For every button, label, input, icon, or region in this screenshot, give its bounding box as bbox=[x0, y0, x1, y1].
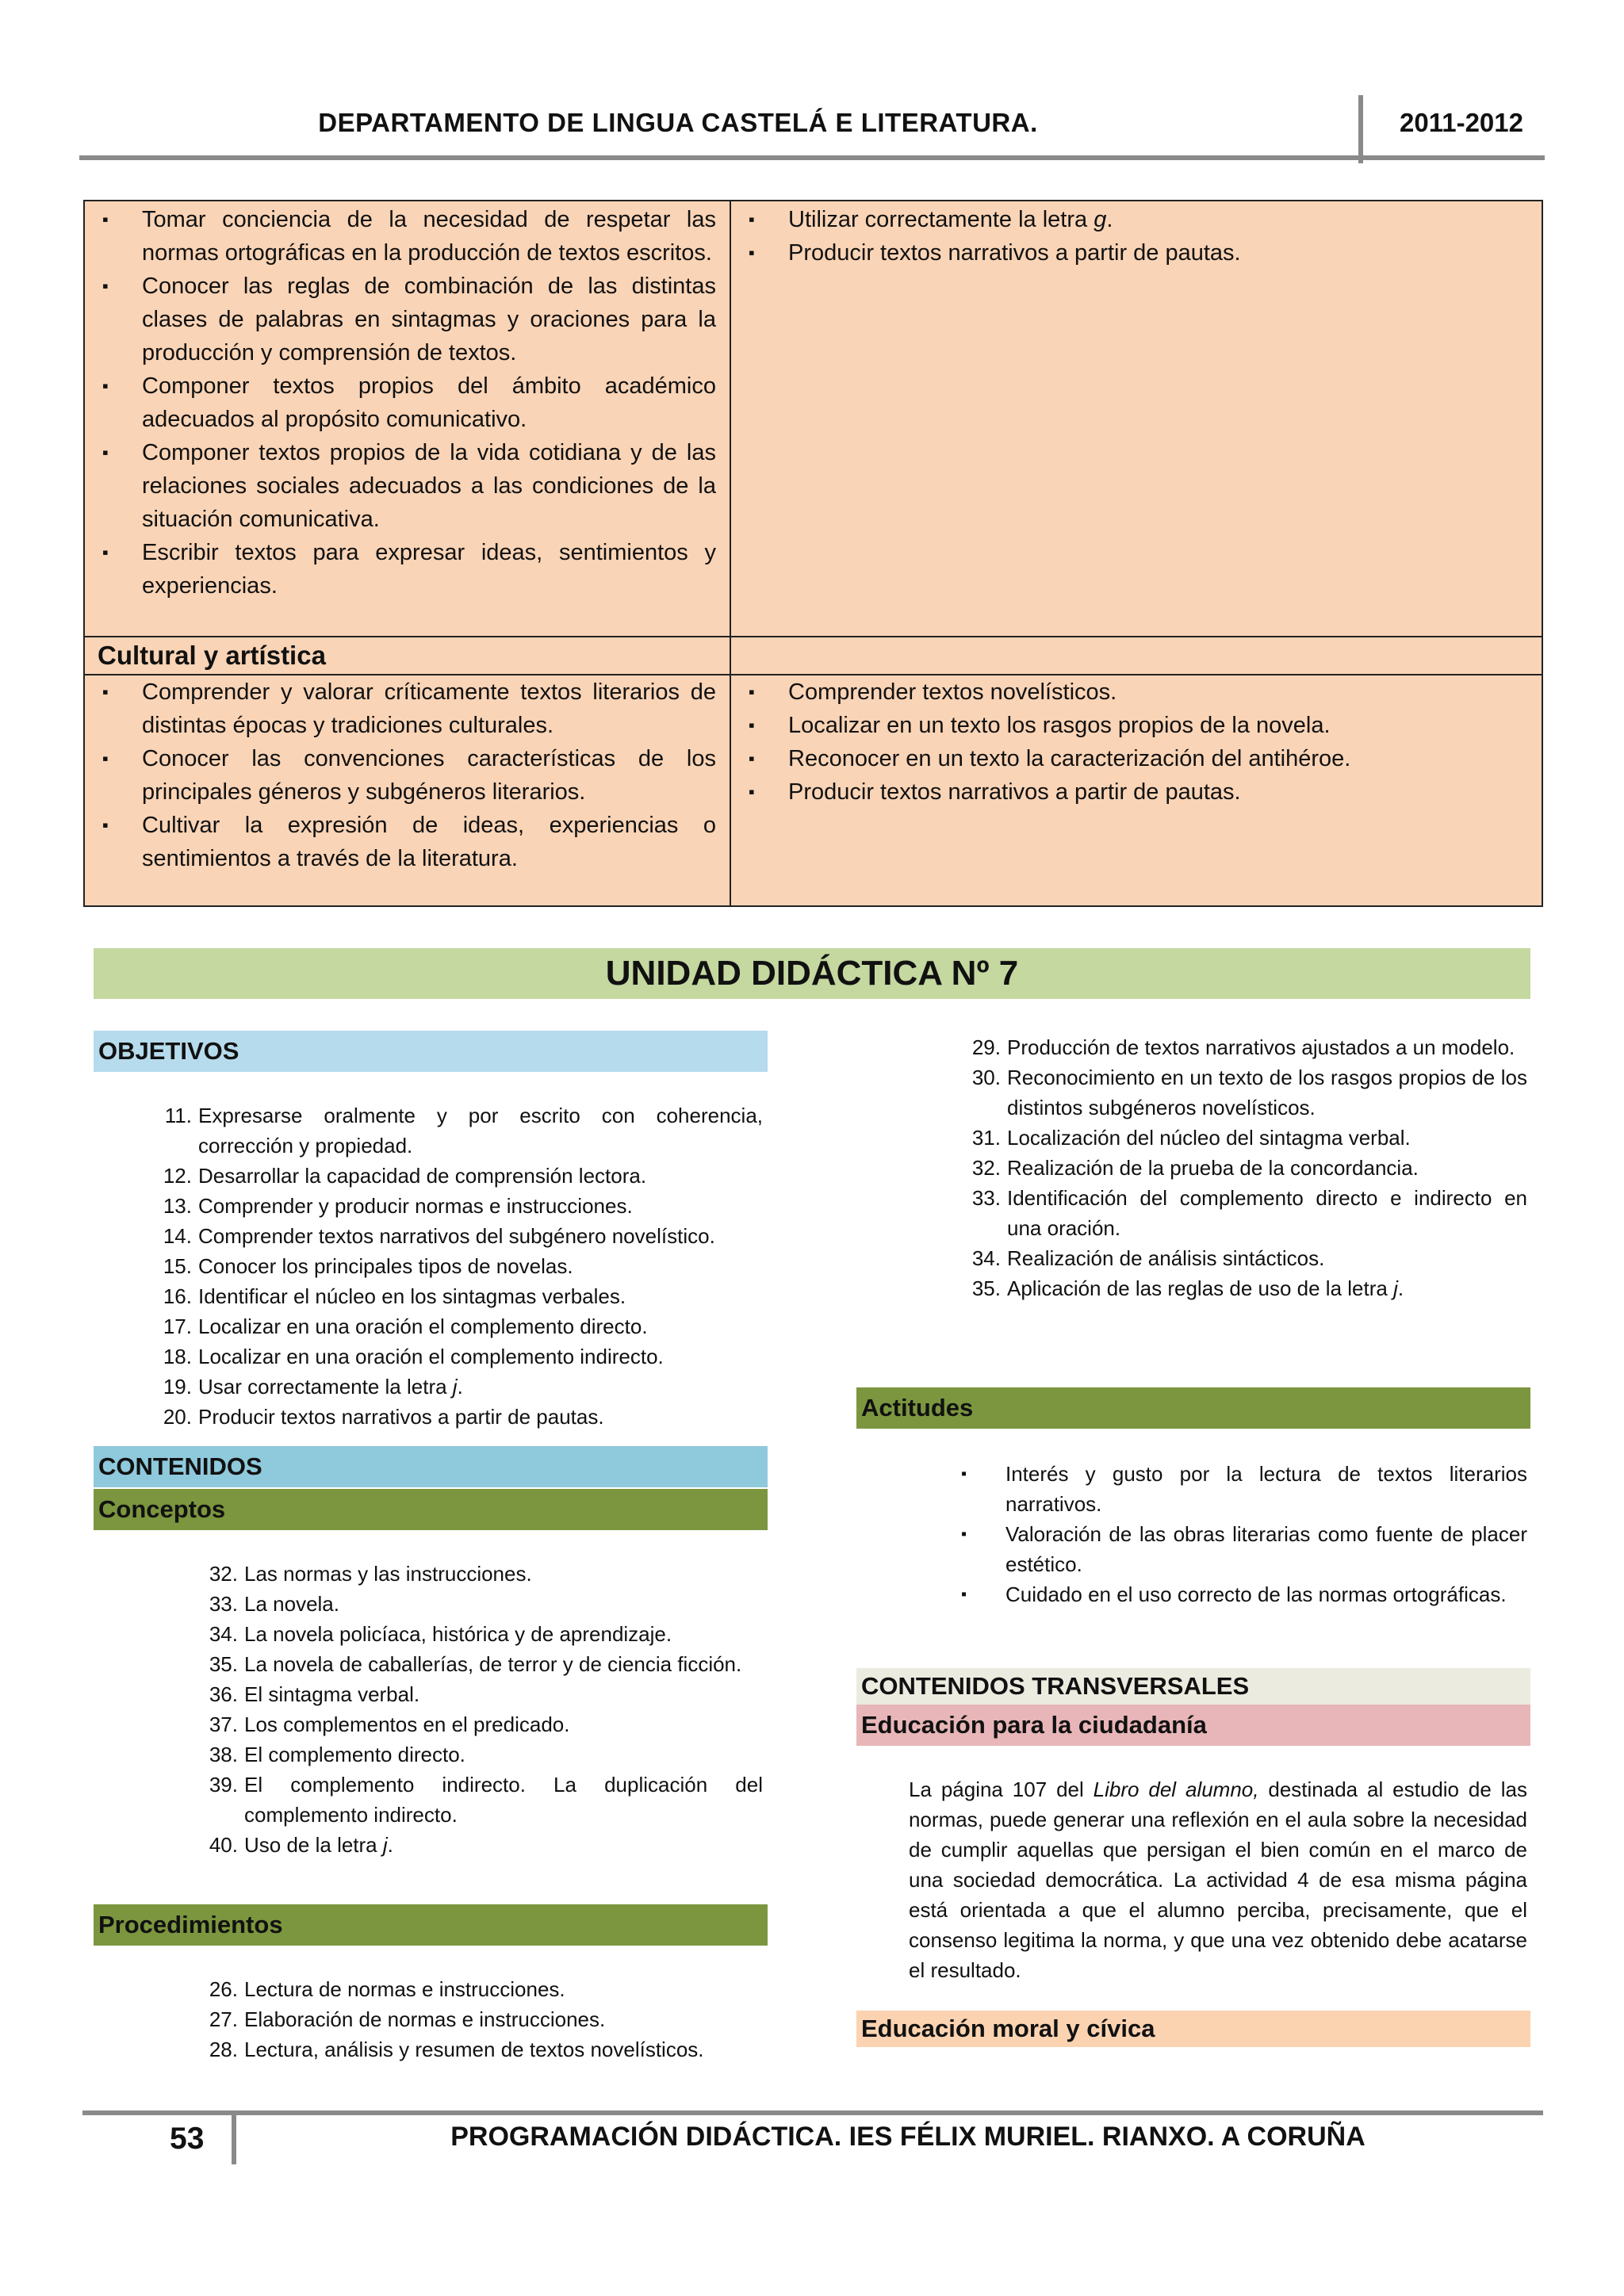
bullet-icon: ▪ bbox=[749, 715, 755, 735]
list-item: ▪ Tomar conciencia de la necesidad de respetar las normas ortográficas en la producción de textos escritos. bbox=[90, 203, 716, 270]
list-item: ▪ Valoración de las obras literarias como fuente de placer estético. bbox=[961, 1519, 1527, 1579]
list-item: ▪ Componer textos propios del ámbito académico adecuados al propósito comunicativo. bbox=[90, 369, 716, 436]
bullet-icon: ▪ bbox=[102, 376, 109, 396]
ciudadania-heading: Educación para la ciudadanía bbox=[856, 1705, 1530, 1746]
list-item: 16. Identificar el núcleo en los sintagmas verbales. bbox=[163, 1284, 626, 1308]
procedimientos-heading: Procedimientos bbox=[94, 1904, 768, 1946]
bullet-icon: ▪ bbox=[961, 1525, 967, 1543]
list-item: 20. Producir textos narrativos a partir de pautas. bbox=[163, 1405, 604, 1429]
list-item: 12. Desarrollar la capacidad de comprensión lectora. bbox=[163, 1164, 647, 1188]
cultural-heading: Cultural y artística bbox=[98, 641, 326, 670]
list-item: ▪ Componer textos propios de la vida cotidiana y de las relaciones sociales adecuados a las condiciones de la situación comunicativa. bbox=[90, 436, 716, 536]
list-item: 17. Localizar en una oración el complemento directo. bbox=[163, 1314, 648, 1338]
list-item: ▪ Localizar en un texto los rasgos propios de la novela. bbox=[736, 709, 1529, 742]
list-item: 35. La novela de caballerías, de terror y de ciencia ficción. bbox=[209, 1652, 742, 1676]
bullet-icon: ▪ bbox=[961, 1465, 967, 1483]
list-item: 14. Comprender textos narrativos del subgénero novelístico. bbox=[163, 1224, 715, 1248]
header-separator bbox=[1358, 95, 1363, 163]
footer-separator bbox=[232, 2112, 236, 2164]
list-item: 32. Realización de la prueba de la concordancia. bbox=[971, 1156, 1419, 1180]
list-item: 39. El complemento indirecto. La duplicación del complemento indirecto. bbox=[209, 1773, 763, 1827]
list-item: 34. Realización de análisis sintácticos. bbox=[971, 1246, 1325, 1270]
list-item: 38. El complemento directo. bbox=[209, 1743, 465, 1766]
conceptos-heading: Conceptos bbox=[94, 1489, 768, 1530]
list-item: 13. Comprender y producir normas e instrucciones. bbox=[163, 1194, 633, 1218]
moral-civica-heading: Educación moral y cívica bbox=[856, 2011, 1530, 2047]
bullet-icon: ▪ bbox=[102, 209, 109, 229]
objetivos-list bbox=[147, 1100, 763, 1432]
actitudes-heading: Actitudes bbox=[856, 1387, 1530, 1429]
conceptos-list bbox=[193, 1559, 763, 1860]
list-item: 29. Producción de textos narrativos ajustados a un modelo. bbox=[971, 1035, 1515, 1059]
table-cell-criteria bbox=[736, 203, 1529, 270]
actitudes-list bbox=[961, 1459, 1527, 1609]
bullet-icon: ▪ bbox=[102, 442, 109, 462]
list-item: 31. Localización del núcleo del sintagma verbal. bbox=[971, 1126, 1411, 1150]
table-cell-cultural-objectives bbox=[90, 675, 716, 875]
list-item: 40. Uso de la letra j. bbox=[209, 1833, 393, 1857]
list-item: ▪ Conocer las reglas de combinación de las distintas clases de palabras en sintagmas y oraciones para la producción y comprensión de textos. bbox=[90, 270, 716, 369]
list-item: 27. Elaboración de normas e instrucciones. bbox=[209, 2007, 606, 2031]
table-cell-objectives bbox=[90, 203, 716, 603]
competencias-table bbox=[83, 200, 1543, 907]
bullet-icon: ▪ bbox=[749, 243, 755, 262]
bullet-icon: ▪ bbox=[749, 682, 755, 702]
header-year: 2011-2012 bbox=[1400, 108, 1523, 137]
list-item: ▪ Interés y gusto por la lectura de textos literarios narrativos. bbox=[961, 1459, 1527, 1519]
bullet-icon: ▪ bbox=[102, 542, 109, 562]
list-item: ▪ Utilizar correctamente la letra g. bbox=[736, 203, 1529, 236]
header-rule bbox=[79, 155, 1545, 160]
list-item: ▪ Comprender y valorar críticamente textos literarios de distintas épocas y tradiciones culturales. bbox=[90, 675, 716, 742]
list-item: 36. El sintagma verbal. bbox=[209, 1682, 420, 1706]
list-item: ▪ Producir textos narrativos a partir de pautas. bbox=[736, 236, 1529, 270]
list-item: 26. Lectura de normas e instrucciones. bbox=[209, 1977, 565, 2001]
list-item: ▪ Escribir textos para expresar ideas, sentimientos y experiencias. bbox=[90, 536, 716, 603]
list-item: ▪ Conocer las convenciones características de los principales géneros y subgéneros literarios. bbox=[90, 742, 716, 809]
list-item: 19. Usar correctamente la letra j. bbox=[163, 1375, 463, 1399]
list-item: ▪ Producir textos narrativos a partir de pautas. bbox=[736, 775, 1529, 809]
list-item: 33. Identificación del complemento directo e indirecto en una oración. bbox=[971, 1186, 1527, 1240]
list-item: ▪ Cultivar la expresión de ideas, experiencias o sentimientos a través de la literatura. bbox=[90, 809, 716, 875]
header-title: DEPARTAMENTO DE LINGUA CASTELÁ E LITERATURA. bbox=[318, 108, 1038, 137]
procedimientos-list bbox=[193, 1974, 763, 2064]
bullet-icon: ▪ bbox=[749, 748, 755, 768]
bullet-icon: ▪ bbox=[102, 682, 109, 702]
list-item: 15. Conocer los principales tipos de novelas. bbox=[163, 1254, 573, 1278]
bullet-icon: ▪ bbox=[749, 782, 755, 802]
list-item: 37. Los complementos en el predicado. bbox=[209, 1712, 570, 1736]
unit-title: UNIDAD DIDÁCTICA Nº 7 bbox=[94, 948, 1530, 999]
page-number: 53 bbox=[170, 2122, 205, 2156]
ciudadania-paragraph: La página 107 del Libro del alumno, destinada al estudio de las normas, puede generar una reflexión en el aula sobre la necesidad de cumplir aquellas que persigan el bien común en el marco de una sociedad democrática. La actividad 4 de esa misma página está orientada a que el alumno perciba, precisamente, que el consenso legitima la norma, y que una vez obtenido debe acatarse el resultado. bbox=[909, 1777, 1527, 1982]
bullet-icon: ▪ bbox=[102, 276, 109, 296]
list-item: 34. La novela policíaca, histórica y de aprendizaje. bbox=[209, 1622, 672, 1646]
list-item: 32. Las normas y las instrucciones. bbox=[209, 1562, 532, 1586]
bullet-icon: ▪ bbox=[102, 748, 109, 768]
bullet-icon: ▪ bbox=[961, 1586, 967, 1603]
list-item: ▪ Comprender textos novelísticos. bbox=[736, 675, 1529, 709]
list-item: 18. Localizar en una oración el complemento indirecto. bbox=[163, 1345, 664, 1368]
list-item: 35. Aplicación de las reglas de uso de la letra j. bbox=[971, 1276, 1404, 1300]
objetivos-heading: OBJETIVOS bbox=[94, 1031, 768, 1072]
procedimientos-list-continued bbox=[956, 1032, 1527, 1303]
bullet-icon: ▪ bbox=[102, 815, 109, 835]
footer-text: PROGRAMACIÓN DIDÁCTICA. IES FÉLIX MURIEL. RIANXO. A CORUÑA bbox=[450, 2122, 1365, 2152]
list-item: 28. Lectura, análisis y resumen de textos novelísticos. bbox=[209, 2038, 704, 2061]
list-item: ▪ Cuidado en el uso correcto de las normas ortográficas. bbox=[961, 1579, 1527, 1609]
table-cell-cultural-criteria bbox=[736, 675, 1529, 809]
list-item: 30. Reconocimiento en un texto de los rasgos propios de los distintos subgéneros novelísticos. bbox=[971, 1066, 1527, 1119]
list-item: 33. La novela. bbox=[209, 1592, 339, 1616]
table-column-divider bbox=[730, 201, 731, 905]
list-item: ▪ Reconocer en un texto la caracterización del antihéroe. bbox=[736, 742, 1529, 775]
footer-rule bbox=[82, 2110, 1543, 2115]
bullet-icon: ▪ bbox=[749, 209, 755, 229]
transversales-heading: CONTENIDOS TRANSVERSALES bbox=[856, 1668, 1530, 1705]
contenidos-heading: CONTENIDOS bbox=[94, 1446, 768, 1487]
list-item: 11. Expresarse oralmente y por escrito con coherencia, corrección y propiedad. bbox=[164, 1104, 763, 1158]
